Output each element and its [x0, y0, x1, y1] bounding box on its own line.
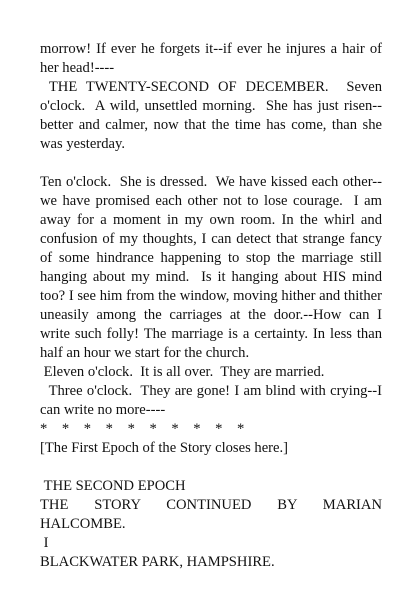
paragraph-gap: [40, 154, 382, 173]
second-epoch-title: THE SECOND EPOCH: [40, 478, 186, 494]
paragraph-twenty-second-december: THE TWENTY-SECOND OF DECEMBER. Seven o'clock. A wild, unsettled morning. She has just risen--better and calmer, now that the time has come, than she was yesterday.: [40, 79, 386, 152]
first-epoch-closing-note: [The First Epoch of the Story closes here.]: [40, 440, 289, 456]
section-break-stars: * * * * * * * * * *: [40, 421, 245, 437]
place-heading: BLACKWATER PARK, HAMPSHIRE.: [40, 554, 275, 570]
paragraph-eleven-oclock: Eleven o'clock. It is all over. They are married.: [40, 364, 325, 380]
paragraph-morrow: morrow! If ever he forgets it--if ever he injures a hair of her head!----: [40, 41, 386, 76]
paragraph-gap: [40, 458, 382, 477]
document-page: [40, 40, 386, 572]
story-continued-heading-end: HALCOMBE.: [40, 516, 126, 532]
story-continued-heading: THE STORY CONTINUED BY MARIAN: [40, 497, 382, 513]
section-number: I: [40, 535, 49, 551]
paragraph-three-oclock: Three o'clock. They are gone! I am blind with crying--I can write no more----: [40, 383, 386, 418]
paragraph-ten-oclock: Ten o'clock. She is dressed. We have kissed each other--we have promised each other not to lose courage. I am away for a moment in my own room. In the whirl and confusion of my thoughts, I can detect that strange fancy of some hindrance happening to stop the marriage still hanging about my mind. Is it hanging about HIS mind too? I see him from the window, moving hither and thither uneasily among the carriages at the door.--How can I write such folly! The marriage is a certainty. In less than half an hour we start for the church.: [40, 174, 386, 361]
